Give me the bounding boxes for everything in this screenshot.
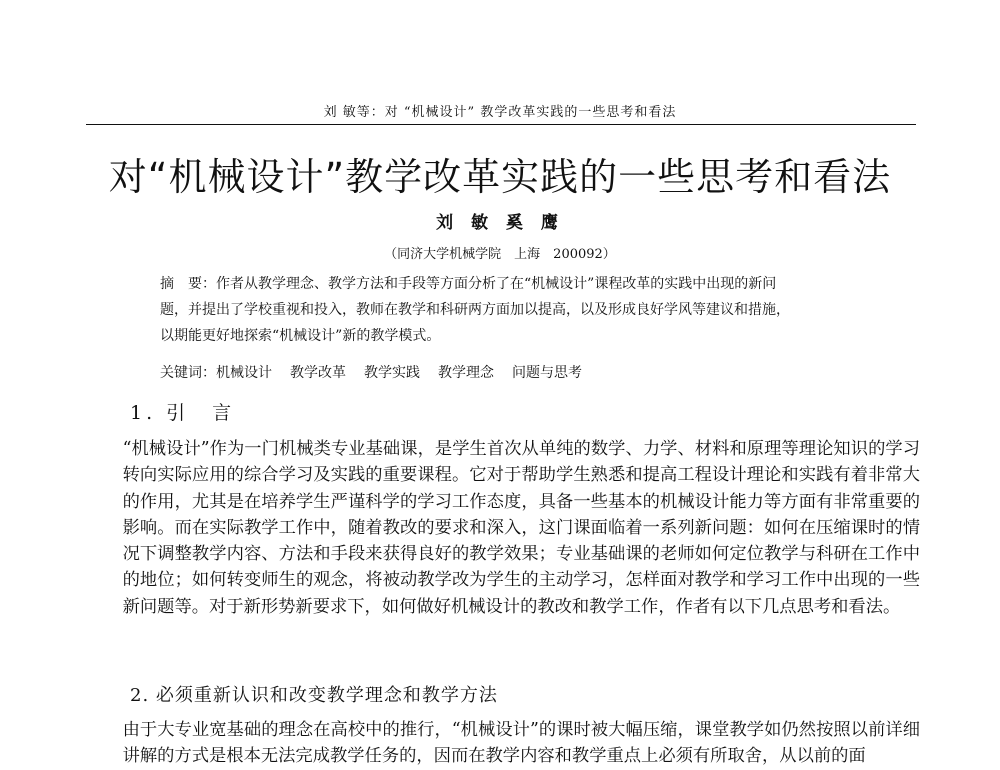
section-2-body xyxy=(88,717,920,770)
keywords xyxy=(160,362,600,382)
running-head: 刘 敏等：对 “机械设计” 教学改革实践的一些思考和看法 xyxy=(323,105,677,120)
abstract-line: 摘 要：作者从教学理念、教学方法和手段等方面分析了在“机械设计”课程改革的实践中出现的新问 xyxy=(160,276,777,292)
abstract-line: 以期能更好地探索“机械设计”新的教学模式。 xyxy=(160,328,441,344)
paper-title: 对“机械设计”教学改革实践的一些思考和看法 xyxy=(108,155,892,199)
section-1-body xyxy=(88,436,920,620)
abstract-line: 题，并提出了学校重视和投入，教师在教学和科研两方面加以提高，以及形成良好学风等建议和措施， xyxy=(160,302,790,318)
header-rule xyxy=(86,124,916,125)
section-1-heading: 1. 引 言 xyxy=(130,402,236,424)
section-2-heading: 2. 必须重新认识和改变教学理念和教学方法 xyxy=(130,685,498,706)
keyword: 教学改革 xyxy=(290,365,346,381)
keyword: 教学实践 xyxy=(364,365,420,381)
abstract xyxy=(160,271,860,349)
keyword: 机械设计 xyxy=(216,365,272,381)
authors: 刘 敏 奚 鹰 xyxy=(436,213,564,233)
affiliation: （同济大学机械学院 上海 200092） xyxy=(384,247,616,262)
keyword: 教学理念 xyxy=(438,365,494,381)
section-1-paragraph: “机械设计”作为一门机械类专业基础课，是学生首次从单纯的数学、力学、材料和原理等理论知识的学习转向实际应用的综合学习及实践的重要课程。它对于帮助学生熟悉和提高工程设计理论和实践有着非常大的作用，尤其是在培养学生严谨科学的学习工作态度，具备一些基本的机械设计能力等方面有非常重要的影响。而在实际教学工作中，随着教改的要求和深入，这门课面临着一系列新问题：如何在压缩课时的情况下调整教学内容、方法和手段来获得良好的教学效果；专业基础课的老师如何定位教学与科研在工作中的地位；如何转变师生的观念，将被动教学改为学生的主动学习，怎样面对教学和学习工作中出现的一些新问题等。对于新形势新要求下，如何做好机械设计的教改和教学工作，作者有以下几点思考和看法。 xyxy=(122,439,920,617)
keyword: 问题与思考 xyxy=(512,365,582,381)
keywords-label: 关键词： xyxy=(160,365,216,381)
section-2-paragraph: 由于大专业宽基础的理念在高校中的推行，“机械设计”的课时被大幅压缩，课堂教学如仍然按照以前详细讲解的方式是根本无法完成教学任务的，因而在教学内容和教学重点上必须有所取舍，从以前的面 xyxy=(122,720,920,767)
